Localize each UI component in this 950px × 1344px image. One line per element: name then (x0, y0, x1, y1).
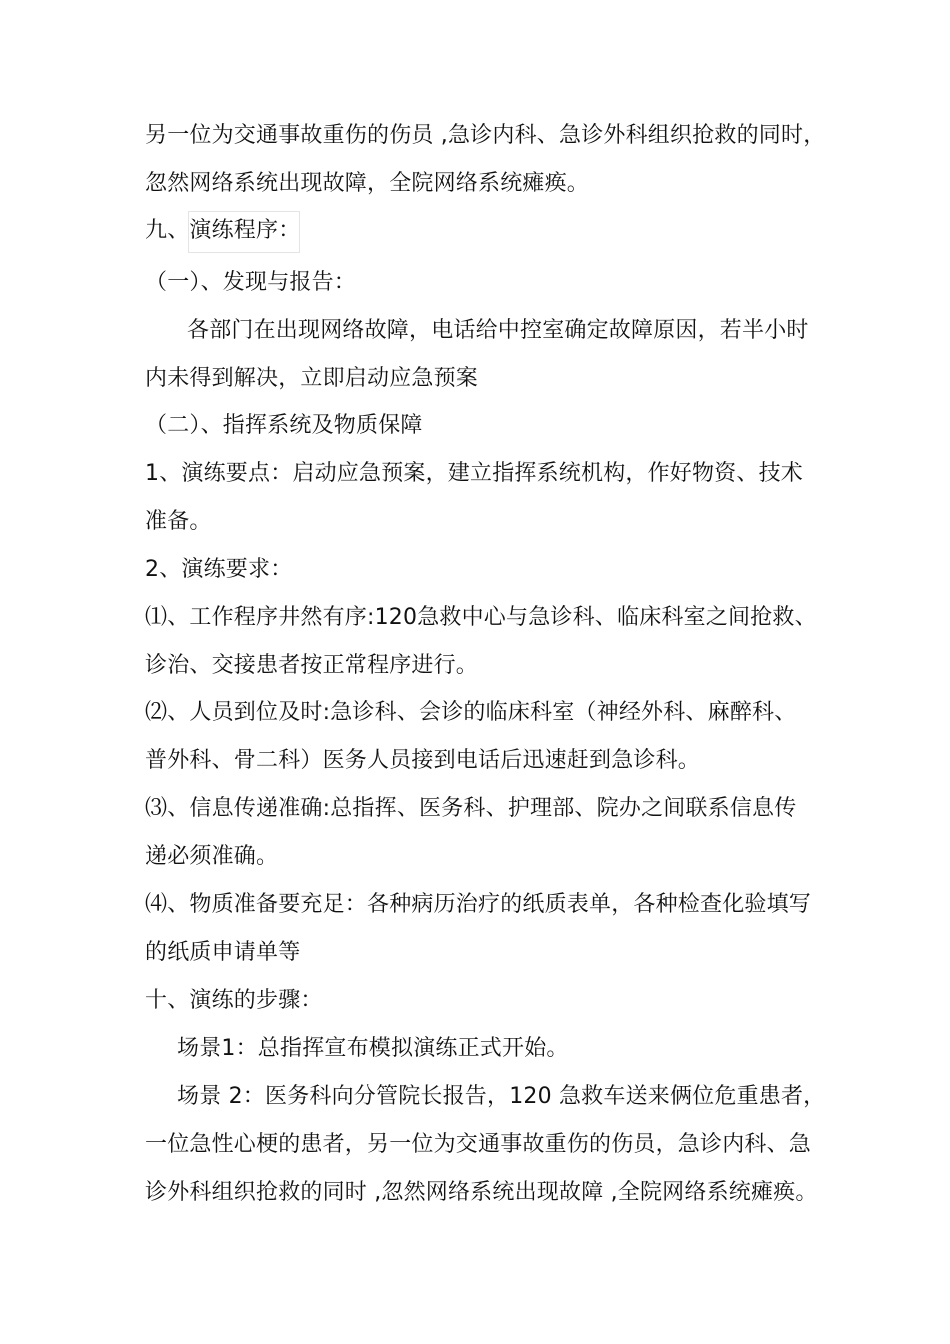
paragraph-line: 另一位为交通事故重伤的伤员 ,急诊内科、急诊外科组织抢救的同时， (145, 123, 826, 148)
scene-line: 场景1：总指挥宣布模拟演练正式开始。 (177, 1036, 569, 1061)
paragraph-line: 各部门在出现网络故障，电话给中控室确定故障原因，若半小时 (187, 318, 809, 343)
list-item-line: 的纸质申请单等 (145, 940, 301, 965)
scene-line: 一位急性心梗的患者，另一位为交通事故重伤的伤员，急诊内科、急 (145, 1132, 812, 1157)
list-item-line: 普外科、骨二科）医务人员接到电话后迅速赶到急诊科。 (145, 748, 701, 773)
list-item-line: ⑵、人员到位及时:急诊科、会诊的临床科室（神经外科、麻醉科、 (145, 700, 797, 725)
subheading-command-system: （二）、指挥系统及物质保障 (145, 413, 423, 438)
list-item-line: ⑷、物质准备要充足：各种病历治疗的纸质表单，各种检查化验填写 (145, 892, 812, 917)
list-item-line: 1、演练要点：启动应急预案，建立指挥系统机构，作好物资、技术 (145, 461, 803, 486)
list-item-line: 诊治、交接患者按正常程序进行。 (145, 653, 479, 678)
paragraph-line: 内未得到解决，立即启动应急预案 (145, 366, 479, 391)
section-heading-nine: 九、演练程序： (145, 218, 301, 243)
paragraph-line: 忽然网络系统出现故障，全院网络系统瘫痪。 (145, 171, 590, 196)
scene-line: 场景 2：医务科向分管院长报告，120 急救车送来俩位危重患者， (177, 1084, 826, 1109)
scene-line: 诊外科组织抢救的同时 ,忽然网络系统出现故障 ,全院网络系统瘫痪。 (145, 1180, 818, 1205)
subheading-discover-report: （一）、发现与报告： (145, 270, 357, 295)
list-item-line: 2、演练要求： (145, 557, 293, 582)
section-heading-ten: 十、演练的步骤： (145, 988, 323, 1013)
list-item-line: ⑴、工作程序井然有序:120急救中心与急诊科、临床科室之间抢救、 (145, 605, 817, 630)
list-item-line: 递必须准确。 (145, 844, 279, 869)
list-item-line: 准备。 (145, 509, 212, 534)
list-item-line: ⑶、信息传递准确:总指挥、医务科、护理部、院办之间联系信息传 (145, 796, 797, 821)
